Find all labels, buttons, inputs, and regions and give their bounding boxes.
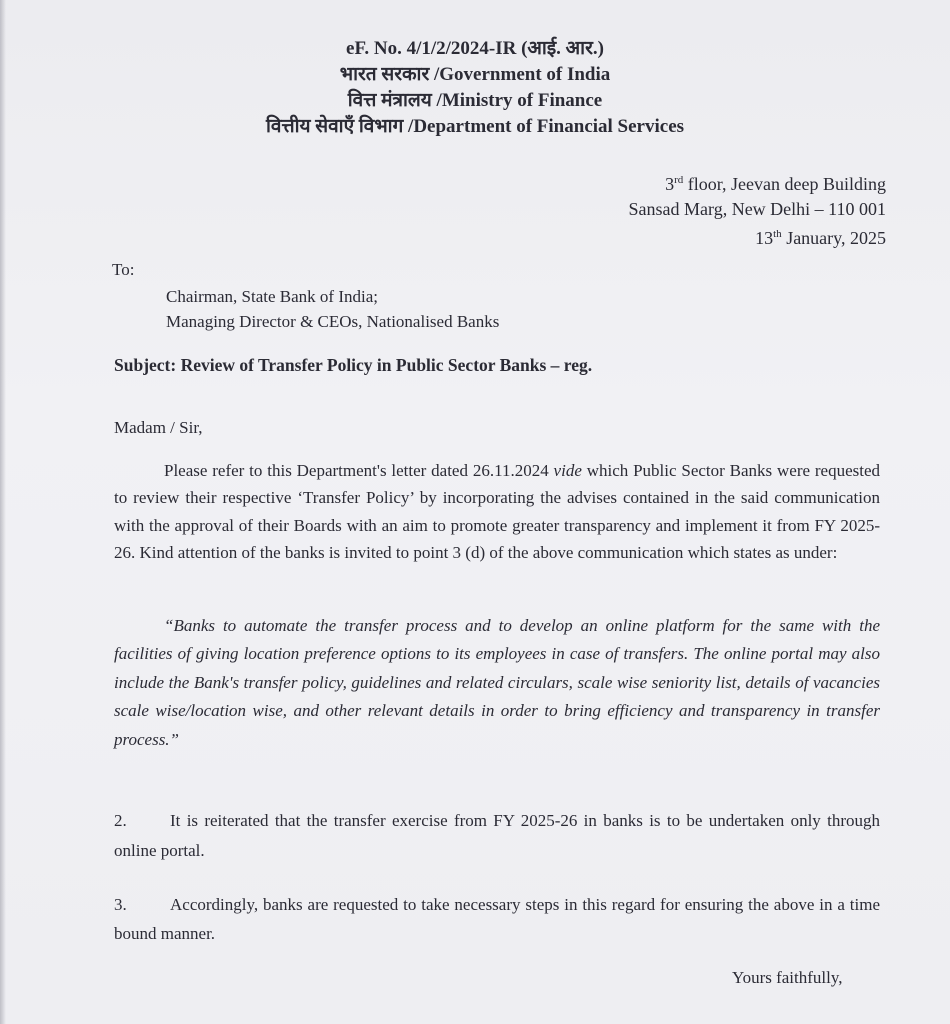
- address-line-1-text: floor, Jeevan deep Building: [687, 174, 886, 194]
- recipient-line: Chairman, State Bank of India;: [166, 287, 378, 306]
- address-line-2: Sansad Marg, New Delhi – 110 001: [628, 199, 886, 219]
- quoted-text: [114, 612, 880, 754]
- recipient-line: Managing Director & CEOs, Nationalised Banks: [166, 312, 500, 331]
- para1-vide: vide: [553, 461, 582, 480]
- paragraph-2: [114, 806, 880, 866]
- page-edge-shadow: [0, 0, 6, 1024]
- para3-text: Accordingly, banks are requested to take necessary steps in this regard for ensuring the above in a time bound manner.: [114, 895, 880, 943]
- letter-date: [629, 222, 886, 251]
- paragraph-1: [114, 457, 880, 567]
- letterhead: [0, 36, 950, 140]
- floor-suffix: rd: [674, 174, 684, 186]
- signoff: Yours faithfully,: [732, 968, 843, 987]
- para1-text-a: Please refer to this Department's letter dated 26.11.2024: [164, 461, 549, 480]
- salutation: Madam / Sir,: [114, 418, 203, 437]
- recipients: [166, 284, 499, 334]
- government-line: भारत सरकार /Government of India: [339, 64, 611, 85]
- para2-number: 2.: [114, 811, 127, 830]
- file-number: eF. No. 4/1/2/2024-IR (आई. आर.): [346, 38, 604, 59]
- sender-address: [629, 168, 886, 251]
- department-line: वित्तीय सेवाएँ विभाग /Department of Financial Services: [265, 116, 685, 137]
- ministry-line: वित्त मंत्रालय /Ministry of Finance: [347, 90, 603, 111]
- quote-body: “Banks to automate the transfer process and to develop an online platform for the same with the facilities of giving location preference options to its employees in case of transfers. The online portal may also include the Bank's transfer policy, guidelines and related circulars, scale wise seniority list, details of vacancies scale wise/location wise, and other relevant details in order to bring efficiency and transparency in transfer process.”: [114, 616, 880, 749]
- address-line-1: 3rd floor, Jeevan deep Building: [665, 174, 886, 194]
- to-label: To:: [112, 260, 135, 279]
- para1-text-b: which Public Sector Banks were requested to review their respective ‘Transfer Policy’ by incorporating the advises contained in the said communication with the approval of their Boards with an aim to promote greater transparency and implement it from FY 2025-26. Kind attention of the banks is invited to point 3 (d) of the above communication which states as under:: [114, 461, 881, 563]
- para3-number: 3.: [114, 895, 127, 914]
- date-suffix: th: [773, 228, 782, 240]
- paragraph-3: [114, 890, 880, 948]
- date-day: 13: [755, 228, 774, 248]
- para2-text: It is reiterated that the transfer exercise from FY 2025-26 in banks is to be undertaken only through online portal.: [114, 811, 880, 860]
- date-month-year: January, 2025: [786, 228, 886, 248]
- subject-line: Subject: Review of Transfer Policy in Public Sector Banks – reg.: [114, 355, 593, 375]
